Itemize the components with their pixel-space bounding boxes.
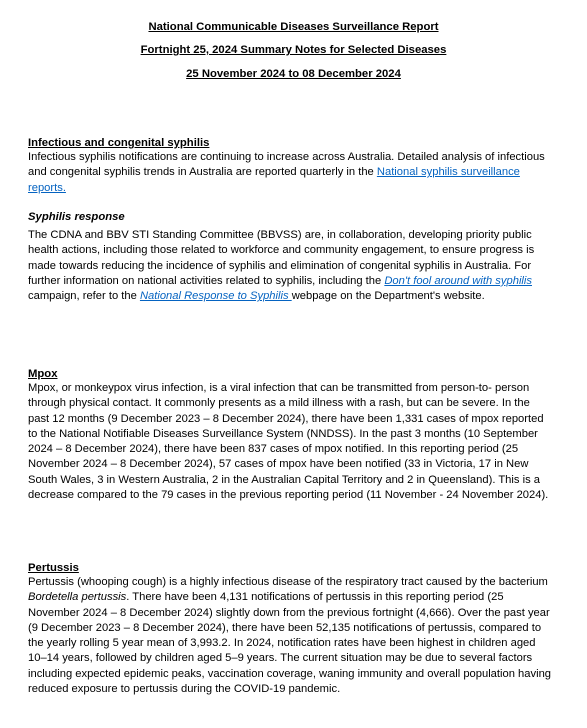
- syphilis-paragraph: [28, 150, 553, 196]
- syphilis-heading: Infectious and congenital syphilis: [28, 137, 210, 149]
- pertussis-heading: Pertussis: [28, 562, 79, 574]
- syphilis-response-text-3: webpage on the Department's website.: [291, 290, 485, 303]
- syphilis-text: Infectious syphilis notifications are continuing to increase across Australia. Detailed analysis of infectious and congenital syphilis trends in Australia are reported quarterly in the: [28, 151, 545, 179]
- report-title: National Communicable Diseases Surveillance Report: [148, 21, 439, 33]
- pertussis-text: Pertussis (whooping cough) is a highly infectious disease of the respiratory tract caused by the bacterium: [28, 576, 548, 588]
- pertussis-organism: Bordetella pertussis: [28, 591, 127, 604]
- syphilis-surveillance-link[interactable]: National syphilis surveillance reports.: [28, 166, 520, 194]
- syphilis-response-text: The CDNA and BBV STI Standing Committee (BBVSS) are, in collaboration, developing priority public health actions, including those related to workforce and community engagement, to ensure progress is made towards reducing the incidence of syphilis and elimination of congenital syphilis in Australia. For further information on national activities related to syphilis, including the: [28, 229, 535, 287]
- mpox-heading: Mpox: [28, 368, 58, 380]
- syphilis-response-heading: Syphilis response: [28, 211, 125, 223]
- report-subtitle: Fortnight 25, 2024 Summary Notes for Selected Diseases: [140, 44, 447, 56]
- dont-fool-around-link[interactable]: Don't fool around with syphilis: [384, 274, 532, 287]
- syphilis-response-paragraph: [28, 228, 553, 304]
- pertussis-text-2: . There have been 4,131 notifications of pertussis in this reporting period (25 November 2024 – 8 December 2024) slightly down from the previous fortnight (4,666). Over the past year (9 December 2023 – 8 December 2024), there have been 52,135 notifications of pertussis, compared to the yearly rolling 5 year mean of 3,993.2. In 2024, notification rates have been highest in children aged 10–14 years, followed by children aged 5–9 years. The current situation may be due to several factors including expected epidemic peaks, vaccination coverage, waning immunity and overall population having reduced exposure to pertussis during the COVID-19 pandemic.: [28, 591, 552, 696]
- pertussis-paragraph: [28, 575, 553, 697]
- mpox-paragraph: Mpox, or monkeypox virus infection, is a viral infection that can be transmitted from person-to- person through physical contact. It commonly presents as a mild illness with a rash, but can be severe. In the past 12 months (9 December 2023 – 8 December 2024), there have been 1,331 cases of mpox reported to the National Notifiable Diseases Surveillance System (NNDSS). In the past 3 months (10 September 2024 – 8 December 2024), there have been 837 cases of mpox notified. In this reporting period (25 November 2024 – 8 December 2024), 57 cases of mpox have been notified (33 in Victoria, 17 in New South Wales, 3 in Western Australia, 2 in the Australian Capital Territory and 2 in Queensland). This is a decrease compared to the 79 cases in the previous reporting period (11 November - 24 November 2024).: [28, 382, 549, 502]
- syphilis-response-text-2: campaign, refer to the: [28, 290, 140, 303]
- report-date-range: 25 November 2024 to 08 December 2024: [186, 68, 401, 80]
- national-response-link[interactable]: National Response to Syphilis: [139, 290, 292, 303]
